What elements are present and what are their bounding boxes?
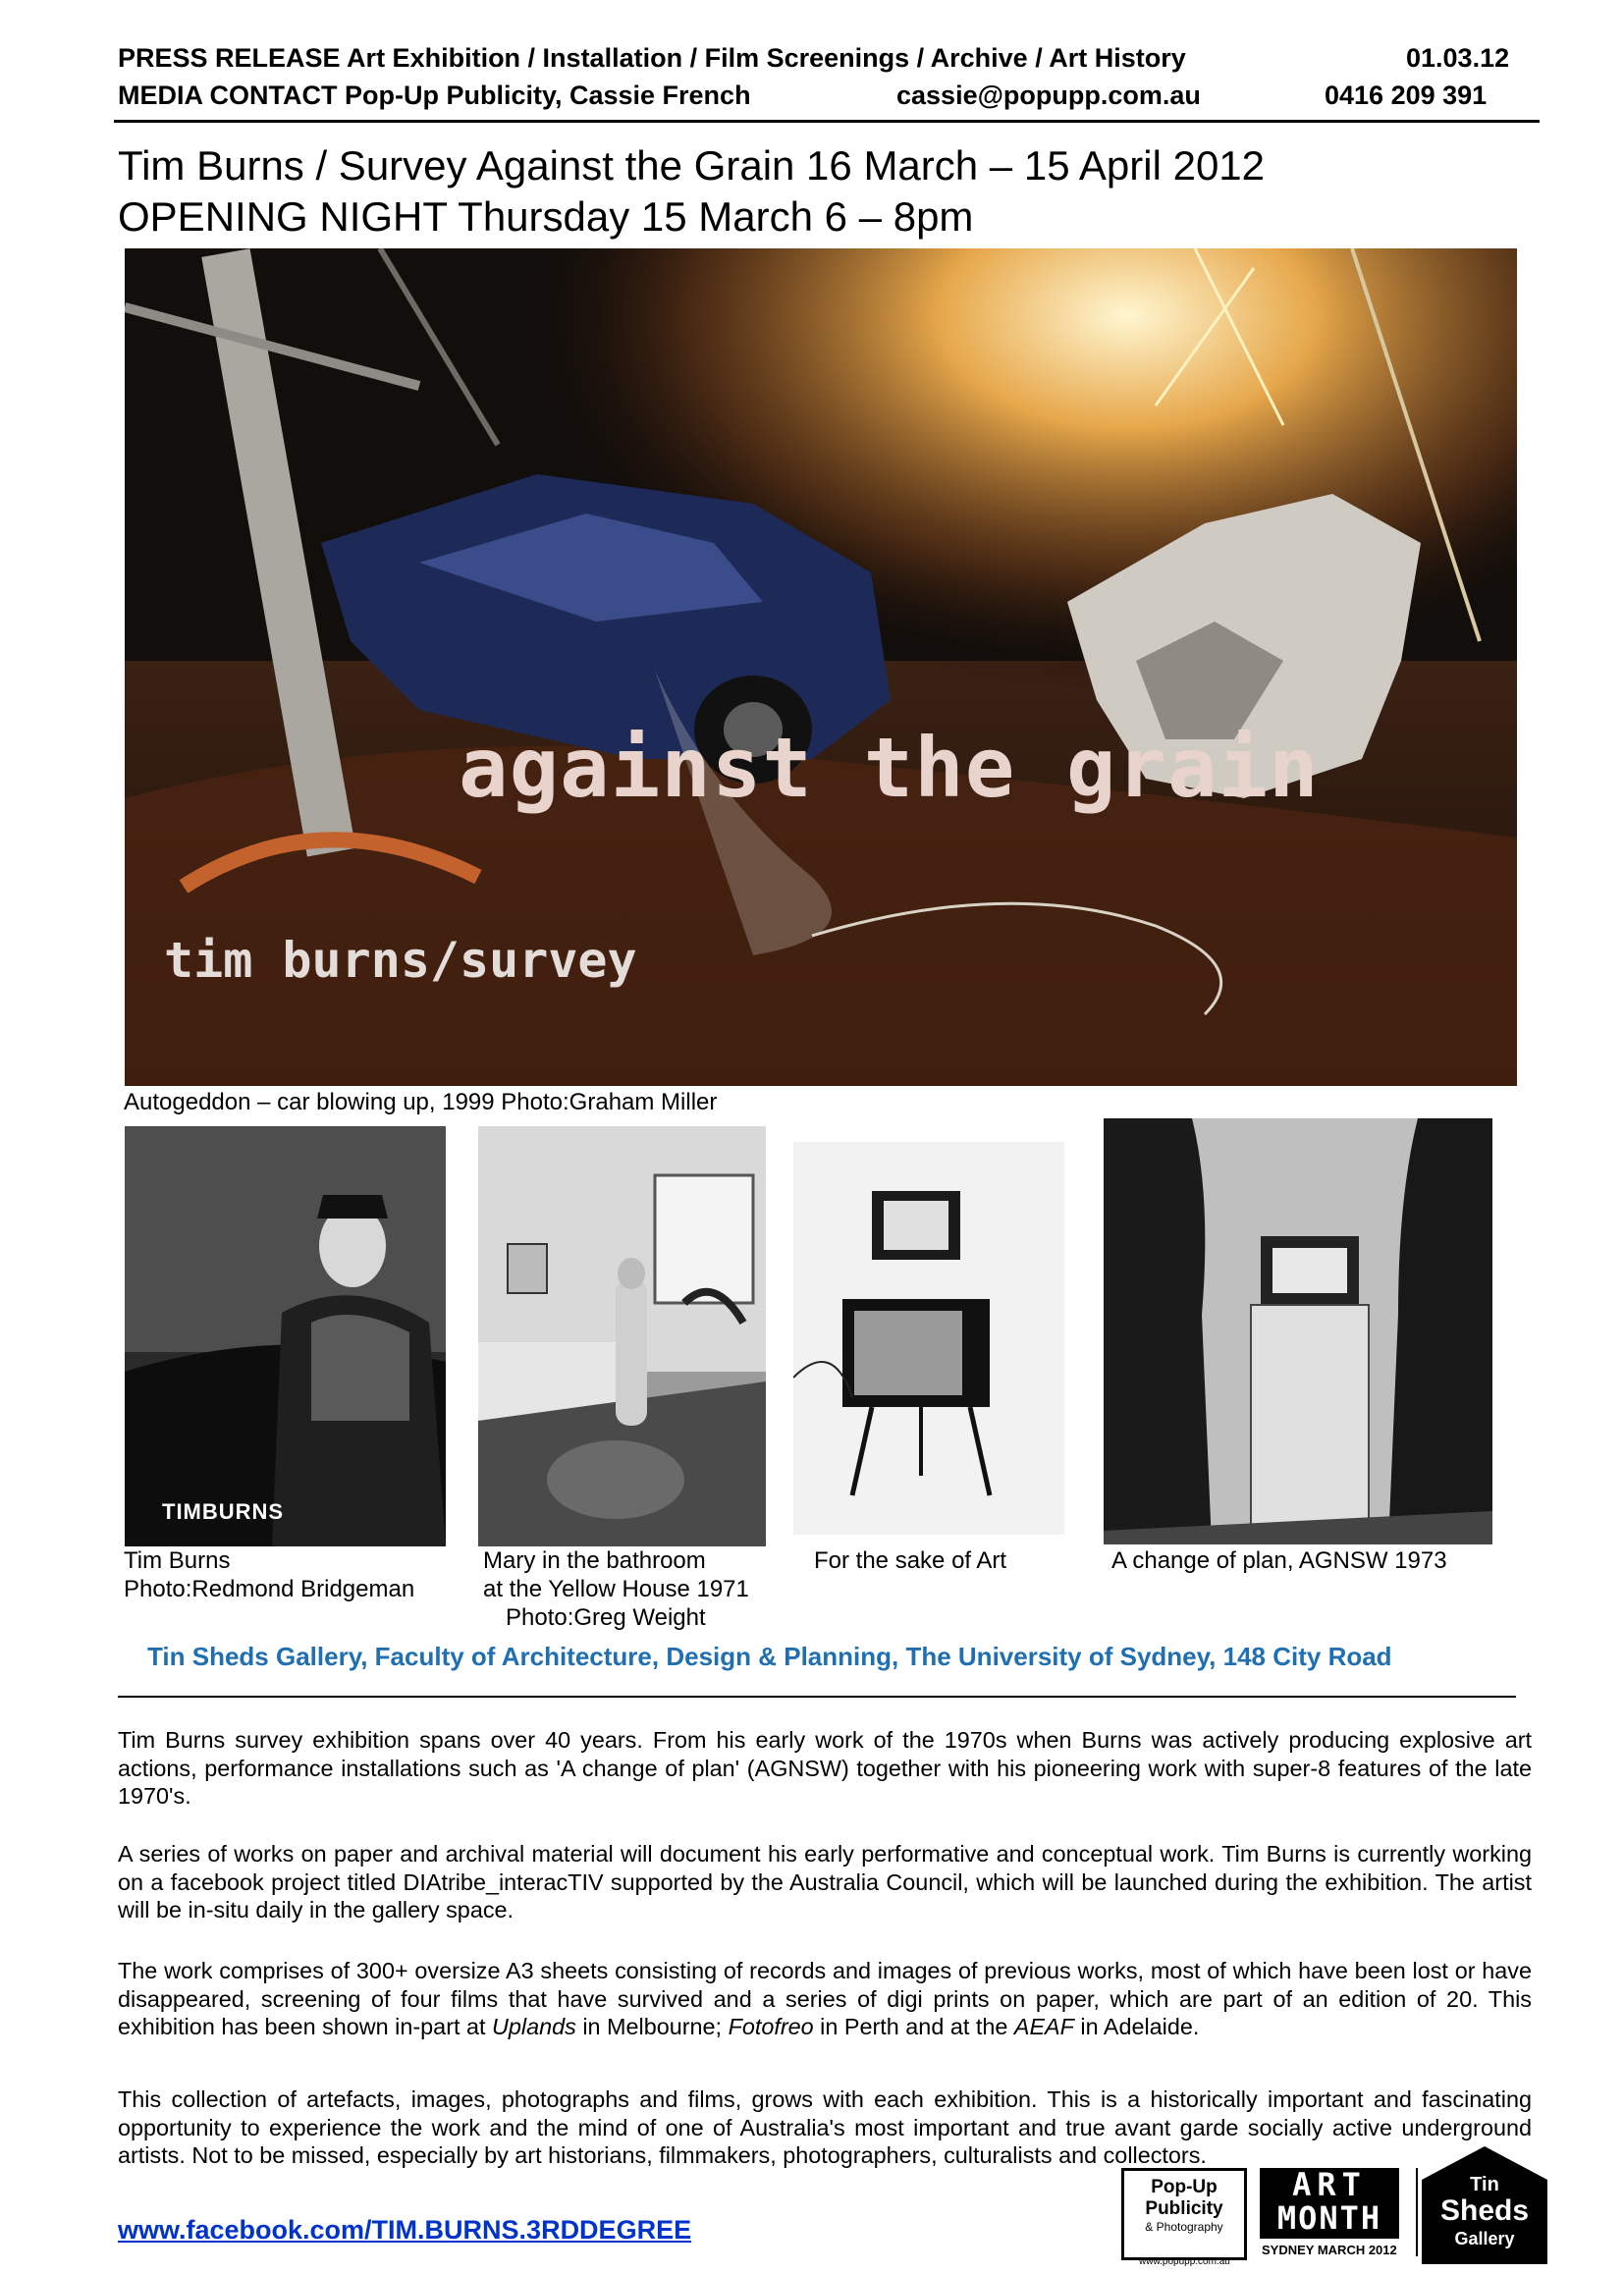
photo-tim-burns-art bbox=[125, 1126, 446, 1546]
hero-overlay-title: against the grain bbox=[459, 720, 1320, 816]
caption-mary-3: Photo:Greg Weight bbox=[506, 1604, 706, 1631]
photo-for-the-sake-of-art-art bbox=[793, 1142, 1064, 1535]
art-month-line2: MONTH bbox=[1276, 2199, 1382, 2237]
art-month-sub: SYDNEY MARCH 2012 bbox=[1262, 2243, 1397, 2257]
opening-night: OPENING NIGHT Thursday 15 March 6 – 8pm bbox=[118, 193, 974, 240]
tin-sheds-line1: Tin bbox=[1470, 2174, 1499, 2195]
popup-logo-line1: Pop-Up bbox=[1151, 2177, 1218, 2197]
paragraph-1: Tim Burns survey exhibition spans over 40 years. From his early work of the 1970s when Burns was actively producing explosive art actions, performance installations such as 'A change of plan' (AGNSW) together with his pioneering work with super-8 features of the late 1970's. bbox=[118, 1727, 1532, 1809]
caption-mary-2: at the Yellow House 1971 bbox=[483, 1576, 749, 1602]
caption-change-of-plan: A change of plan, AGNSW 1973 bbox=[1111, 1547, 1447, 1574]
caption-mary-1: Mary in the bathroom bbox=[483, 1547, 706, 1574]
header-press-release: PRESS RELEASE Art Exhibition / Installation / Film Screenings / Archive / Art History bbox=[118, 43, 1186, 73]
hero-photo bbox=[125, 248, 1517, 1086]
caption-sake-of-art: For the sake of Art bbox=[814, 1547, 1007, 1574]
photo-change-of-plan bbox=[1104, 1118, 1492, 1544]
hero-overlay-subtitle: tim burns/survey bbox=[164, 932, 637, 989]
tin-sheds-logo bbox=[1422, 2146, 1547, 2264]
photo-change-of-plan-art bbox=[1104, 1118, 1492, 1544]
art-month-line1: ART bbox=[1292, 2166, 1367, 2203]
book-title: TIMBURNS bbox=[162, 1499, 285, 1524]
popup-logo-line2: Publicity bbox=[1145, 2198, 1223, 2219]
facebook-link-text[interactable]: www.facebook.com/TIM.BURNS.3RDDEGREE bbox=[118, 2215, 692, 2245]
tin-sheds-line3: Gallery bbox=[1454, 2229, 1515, 2248]
paragraph-2: A series of works on paper and archival material will document his early performative and conceptual work. Tim Burns is currently working on a facebook project titled DIAtribe_interacTIV supported by the Australia Council, which will be launched during the exhibition. The artist will be in-situ daily in the gallery space. bbox=[118, 1841, 1532, 1922]
venue-address: Tin Sheds Gallery, Faculty of Architecture, Design & Planning, The University of Sydney, 148 City Road bbox=[147, 1642, 1392, 1671]
venue-divider bbox=[118, 1696, 1516, 1698]
photo-mary-bathroom bbox=[478, 1126, 766, 1546]
paragraph-3: The work comprises of 300+ oversize A3 sheets consisting of records and images of previous works, most of which have been lost or have disappeared, screening of four films that have survived and a series of digi prints on paper, which are part of an edition of 20. This exhibition has been shown in-part at Uplands in Melbourne; Fotofreo in Perth and at the AEAF in Adelaide. bbox=[118, 1958, 1532, 2039]
caption-tim-burns-1: Tim Burns bbox=[124, 1547, 231, 1574]
exhibition-title: Tim Burns / Survey Against the Grain 16 March – 15 April 2012 bbox=[118, 142, 1266, 189]
art-month-logo bbox=[1260, 2168, 1399, 2239]
header-divider bbox=[114, 120, 1540, 123]
photo-for-the-sake-of-art bbox=[793, 1142, 1064, 1535]
popup-publicity-logo bbox=[1121, 2168, 1247, 2260]
header-phone: 0416 209 391 bbox=[1325, 81, 1488, 110]
paragraph-4: This collection of artefacts, images, photographs and films, grows with each exhibition. This is a historically important and fascinating opportunity to experience the work and the mind of one of Australia's most important and true avant garde socially active underground artists. Not to be missed, especially by art historians, filmmakers, photographers, culturalists and collectors. bbox=[118, 2086, 1532, 2168]
popup-logo-url: www.popupp.com.au bbox=[1139, 2256, 1230, 2267]
header-email[interactable]: cassie@popupp.com.au bbox=[896, 81, 1201, 110]
popup-logo-line3: & Photography bbox=[1145, 2220, 1223, 2234]
photo-mary-bathroom-art bbox=[478, 1126, 766, 1546]
hero-caption: Autogeddon – car blowing up, 1999 Photo:Graham Miller bbox=[124, 1089, 718, 1115]
header-media-contact: MEDIA CONTACT Pop-Up Publicity, Cassie French bbox=[118, 81, 751, 110]
photo-tim-burns bbox=[125, 1126, 446, 1546]
facebook-link[interactable] bbox=[118, 2215, 691, 2246]
caption-tim-burns-2: Photo:Redmond Bridgeman bbox=[124, 1576, 415, 1602]
header-date: 01.03.12 bbox=[1406, 43, 1510, 73]
logo-divider bbox=[1416, 2168, 1418, 2256]
tin-sheds-line2: Sheds bbox=[1439, 2194, 1530, 2227]
